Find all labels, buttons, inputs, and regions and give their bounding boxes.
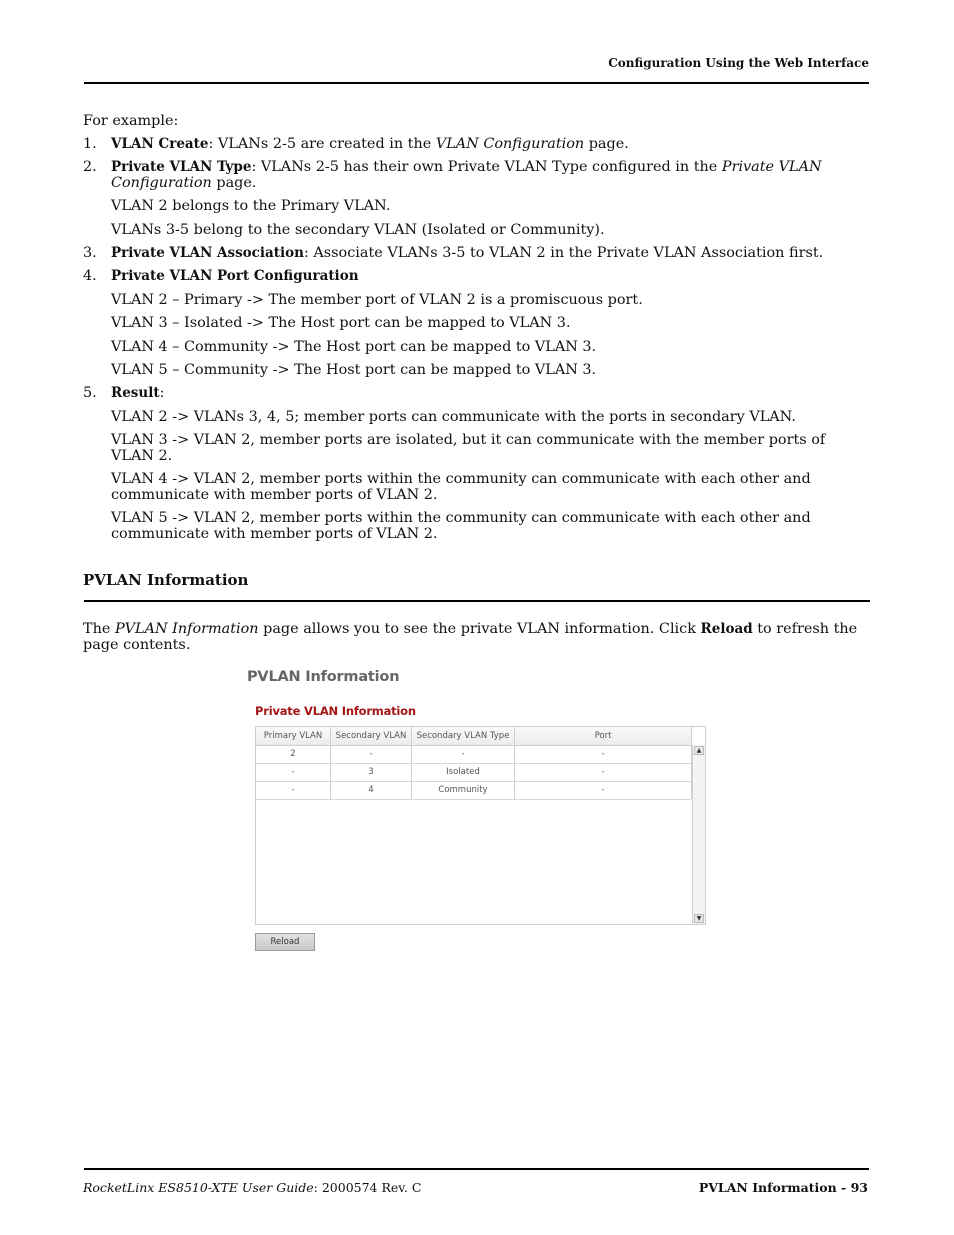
step-3-title: Private VLAN Association [111,245,304,261]
ui-table-title: Private VLAN Information [255,704,416,718]
table-cell: 3 [368,767,374,777]
table-scrollbar[interactable] [692,745,705,924]
table-cell: - [369,749,373,759]
section-title: PVLAN Information [83,571,249,589]
table-cell: Community [438,785,488,795]
reload-button[interactable]: Reload [255,933,315,951]
table-cell: - [601,785,605,795]
footer-doc-number: : 2000574 Rev. C [313,1180,422,1195]
step-3-number: 3. [83,245,97,261]
step-2-text: : VLANs 2-5 has their own Private VLAN Type configured in the [251,159,722,175]
step-1-number: 1. [83,136,97,152]
scroll-up-icon[interactable]: ▲ [694,746,704,755]
table-cell: - [461,749,465,759]
step-3-text: : Associate VLANs 3-5 to VLAN 2 in the Private VLAN Association first. [303,245,824,261]
footer-left [83,1180,421,1195]
step-3 [111,245,869,261]
ui-page-title: PVLAN Information [247,669,400,685]
section-italic: PVLAN Information [114,621,259,637]
header-rule [84,82,869,84]
step-2-title: Private VLAN Type [111,159,252,175]
section-paragraph [83,621,863,653]
row-divider [256,781,691,782]
column-header-secondary-vlan-type[interactable]: Secondary VLAN Type [416,731,510,741]
section-text-c: to refresh the page contents. [83,621,858,653]
column-header-primary-vlan[interactable]: Primary VLAN [263,731,323,741]
step-4-line-4: VLAN 5 – Community -> The Host port can be mapped to VLAN 3. [111,362,597,378]
step-5-number: 5. [83,385,97,401]
footer-rule [84,1168,869,1170]
step-4-title: Private VLAN Port Configuration [111,268,359,284]
table-cell: - [601,749,605,759]
column-header-port[interactable]: Port [594,731,612,741]
step-4 [111,268,869,284]
step-2 [111,159,831,191]
step-5-line-4: VLAN 5 -> VLAN 2, member ports within the community can communicate with each other and communicate with member ports of VLAN 2. [111,510,811,542]
step-2-number: 2. [83,159,97,175]
step-2-italic: Private VLAN Configuration [111,159,822,191]
step-4-number: 4. [83,268,97,284]
table-cell: Isolated [446,767,480,777]
table-cell: 4 [368,785,374,795]
section-rule [84,600,870,602]
table-cell: - [291,785,295,795]
step-2-text-end: page. [211,175,257,191]
section-bold: Reload [700,621,753,637]
footer-page-label: PVLAN Information - 93 [698,1180,868,1195]
step-1-text-end: page. [584,136,629,152]
pvlan-table [255,726,706,925]
intro-text: For example: [83,113,179,129]
step-5-line-3: VLAN 4 -> VLAN 2, member ports within the community can communicate with each other and communicate with member ports of VLAN 2. [111,471,811,503]
scroll-down-icon[interactable]: ▼ [694,914,704,923]
step-5-title: Result [111,385,160,401]
running-header: Configuration Using the Web Interface [608,56,869,70]
column-header-secondary-vlan[interactable]: Secondary VLAN [335,731,407,741]
table-cell: - [291,767,295,777]
step-2-line-2: VLANs 3-5 belong to the secondary VLAN (Isolated or Community). [111,222,605,238]
step-5-line-1: VLAN 2 -> VLANs 3, 4, 5; member ports can communicate with the ports in secondary VLAN. [111,409,796,425]
row-divider [256,763,691,764]
step-4-line-2: VLAN 3 – Isolated -> The Host port can be mapped to VLAN 3. [111,315,571,331]
table-cell: - [601,767,605,777]
row-divider [256,799,691,800]
footer-guide-title: RocketLinx ES8510-XTE User Guide [83,1180,314,1195]
step-1-italic: VLAN Configuration [435,136,585,152]
step-1-title: VLAN Create [111,136,209,152]
step-1-text: : VLANs 2-5 are created in the [208,136,436,152]
step-1 [111,136,869,152]
step-5 [111,385,869,401]
step-5-text: : [159,385,165,401]
step-4-line-1: VLAN 2 – Primary -> The member port of VLAN 2 is a promiscuous port. [111,292,643,308]
table-cell: 2 [290,749,296,759]
step-2-line-1: VLAN 2 belongs to the Primary VLAN. [111,198,391,214]
step-5-line-2: VLAN 3 -> VLAN 2, member ports are isolated, but it can communicate with the member ports of VLAN 2. [111,432,826,464]
section-text-b: page allows you to see the private VLAN information. Click [258,621,701,637]
section-text-a: The [83,621,115,637]
step-4-line-3: VLAN 4 – Community -> The Host port can be mapped to VLAN 3. [111,339,597,355]
